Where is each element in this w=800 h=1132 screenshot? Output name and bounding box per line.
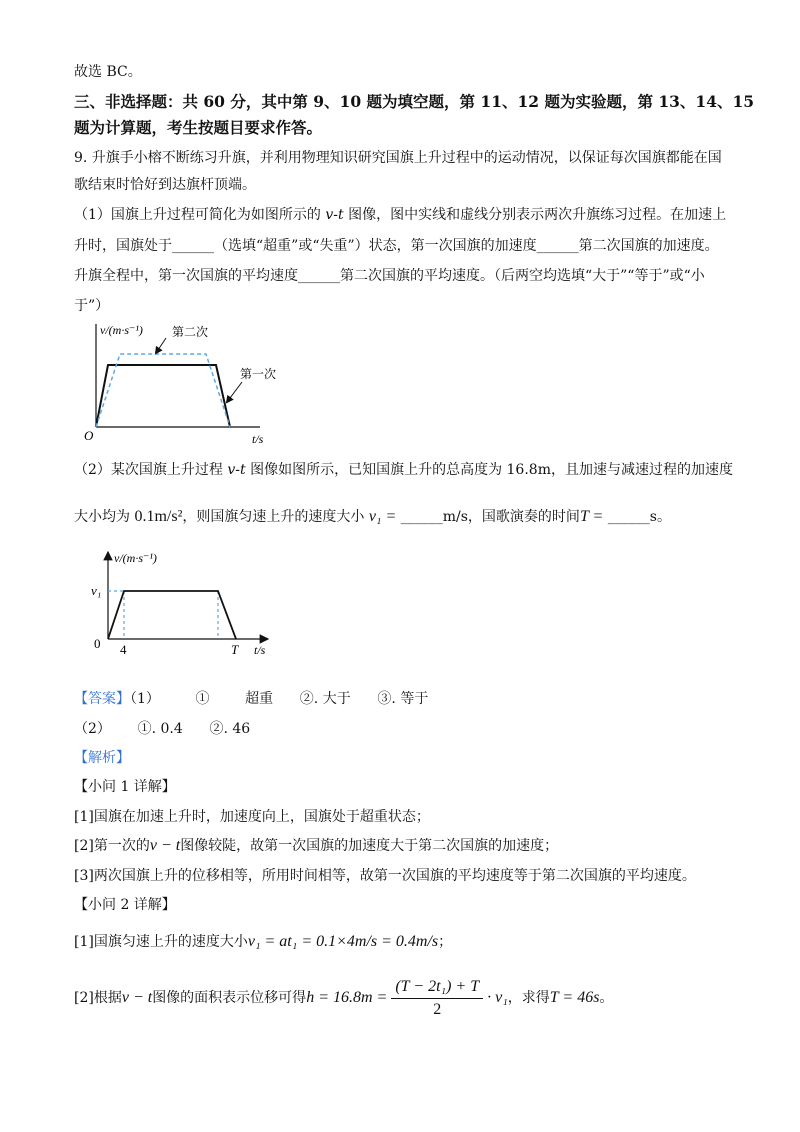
q9-part1-line1-a: （1）国旗上升过程可简化为如图所示的 [74, 207, 326, 223]
fig2-line [108, 591, 236, 639]
fig2-tick-T: T [231, 642, 239, 657]
q9-part2-line2-d: ______s。 [607, 509, 671, 525]
section-heading-line1: 三、非选择题：共 60 分，其中第 9、10 题为填空题，第 11、12 题为实验题，第 13、14、15 [74, 92, 755, 111]
section-heading-line2: 题为计算题，考生按题目要求作答。 [74, 118, 323, 137]
analysis-s1: [1]国旗在加速上升时，加速度向上，国旗处于超重状态； [74, 809, 430, 825]
fig1-xlabel: t/s [252, 432, 264, 446]
answer-text1: （1） ① 超重 ②. 大于 ③. 等于 [130, 691, 429, 707]
analysis-s5-h: h = 16.8m = [306, 989, 388, 1006]
analysis-s5 [74, 974, 613, 1022]
q9-part2-accel: 0.1m/s² [134, 508, 183, 525]
analysis-s3: [3]两次国旗上升的位移相等，所用时间相等，故第一次国旗的平均速度等于第二次国旗的平均速度。 [74, 868, 696, 884]
prev-conclusion: 故选 BC。 [74, 64, 142, 80]
analysis-s5-tail: · v₁ [487, 989, 508, 1006]
analysis-s2-vt: v − t [149, 837, 181, 854]
analysis-s5-b: 图像的面积表示位移可得 [152, 990, 307, 1006]
q9-part2-line2-b: ，则国旗匀速上升的速度大小 [182, 509, 365, 525]
q9-part2-line1 [74, 460, 733, 480]
q9-part1-line4: 于”） [74, 298, 110, 314]
analysis-s2-a: [2]第一次的 [74, 838, 150, 854]
analysis-tag: 【解析】 [74, 750, 130, 766]
fig2-xlabel: t/s [254, 643, 266, 657]
analysis-s5-a: [2]根据 [74, 990, 122, 1006]
answer-line1 [74, 689, 428, 709]
fraction-denominator: 2 [433, 1000, 442, 1018]
q9-part1-line1 [74, 205, 726, 225]
q9-part2-v1: v₁ = [368, 508, 397, 525]
q9-part2-line2-a: 大小均为 [74, 509, 130, 525]
figure-1-vt-graph [80, 320, 310, 450]
fig1-line-first [96, 365, 230, 427]
analysis-s4-eq: v₁ = at₁ = 0.1×4m/s = 0.4m/s [247, 933, 439, 950]
analysis-s5-result: T = 46s [549, 989, 600, 1006]
analysis-s5-vt: v − t [121, 989, 153, 1006]
analysis-s4-b: ； [438, 934, 453, 950]
q9-part1-line3: 升旗全程中，第一次国旗的平均速度______第二次国旗的平均速度。（后两空均选填“大于”“等于”或“小 [74, 268, 705, 284]
q9-line1: 9. 升旗手小榕不断练习升旗，并利用物理知识研究国旗上升过程中的运动情况，以保证每次国旗都能在国 [74, 150, 722, 166]
analysis-s4-a: [1]国旗匀速上升的速度大小 [74, 934, 248, 950]
q9-part2-line1-b: 图像如图所示，已知国旗上升的总高度为 16.8m，且加速与减速过程的加速度 [245, 462, 733, 478]
figure-2-vt-graph [88, 548, 288, 658]
q9-part1-vt: v-t [325, 207, 344, 223]
analysis-sub2-title: 【小问 2 详解】 [74, 897, 176, 913]
q9-part2-line1-a: （2）某次国旗上升过程 [74, 462, 228, 478]
q9-part2-line2-c: ______m/s，国歌演奏的时间 [400, 509, 580, 525]
fig1-arrow-first [227, 382, 242, 402]
fig1-origin: O [84, 428, 94, 443]
fig1-label-second: 第二次 [172, 325, 209, 339]
answer-line2: （2） ①. 0.4 ②. 46 [74, 721, 251, 737]
analysis-s5-end: 。 [599, 990, 614, 1006]
fig1-label-first: 第一次 [240, 367, 277, 381]
analysis-s2-b: 图像较陡，故第一次国旗的加速度大于第二次国旗的加速度； [180, 838, 559, 854]
fig1-arrow-second [156, 338, 166, 353]
q9-part2-T: T = [579, 508, 604, 525]
analysis-sub1-title: 【小问 1 详解】 [74, 779, 176, 795]
q9-part2-line2 [74, 505, 671, 529]
analysis-s5-fraction [391, 976, 483, 1021]
fraction-numerator: (T − 2t₁) + T [391, 976, 483, 999]
analysis-s4 [74, 930, 452, 954]
fig1-ylabel: v/(m·s⁻¹) [100, 323, 143, 337]
q9-line2: 歌结束时恰好到达旗杆顶端。 [74, 177, 256, 193]
fig2-origin: 0 [94, 636, 101, 651]
q9-part2-vt: v-t [227, 462, 246, 478]
answer-tag: 【答案】 [74, 691, 130, 707]
analysis-s5-c: ，求得 [507, 990, 550, 1006]
fig2-ylabel: v/(m·s⁻¹) [114, 551, 157, 565]
fig2-tick-4: 4 [120, 642, 127, 657]
analysis-s2 [74, 836, 558, 856]
q9-part1-line1-b: 图像，图中实线和虚线分别表示两次升旗练习过程。在加速上 [343, 207, 727, 223]
fig2-v1: v₁ [91, 583, 102, 598]
q9-part1-line2: 升时，国旗处于______（选填“超重”或“失重”）状态，第一次国旗的加速度______第二次国旗的加速度。 [74, 238, 719, 254]
